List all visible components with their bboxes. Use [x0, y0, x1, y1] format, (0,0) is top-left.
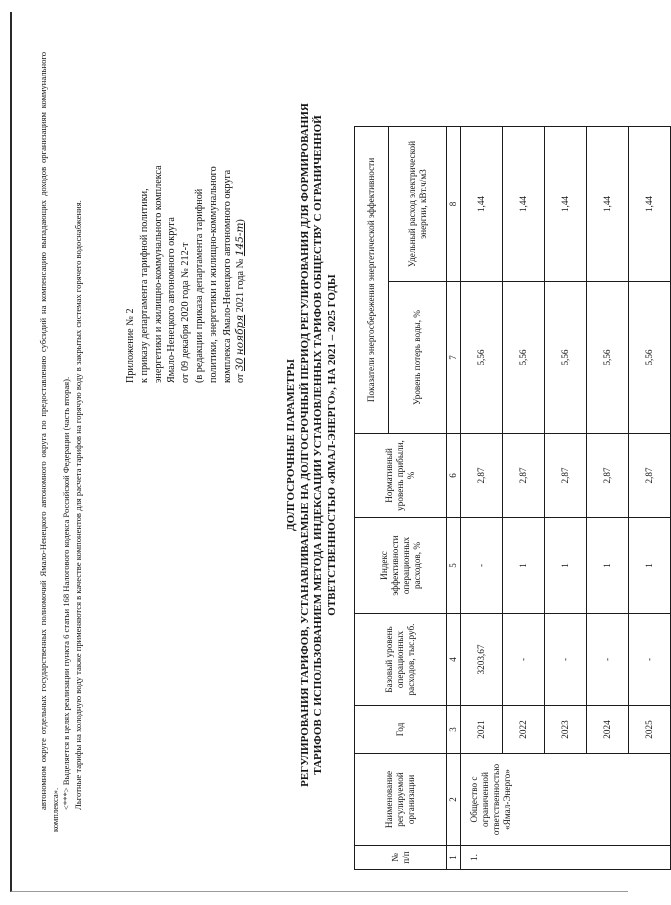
- organization-name: Общество с ограниченной ответственностью «Ямал-Энерго»: [461, 754, 671, 846]
- cell-water-loss: 5,56: [629, 282, 671, 434]
- table-row: [461, 127, 503, 870]
- col-number: 8: [447, 127, 461, 282]
- footnotes: [38, 52, 84, 832]
- cell-base-opex: -: [503, 614, 545, 706]
- cell-year: 2021: [461, 706, 503, 754]
- footnote-2: <***> Выделяется в целях реализации пункта 6 статьи 168 Налогового кодекса Российской Федерации (часть вторая).: [61, 376, 71, 810]
- cell-efficiency-index: 1: [545, 518, 587, 614]
- cell-profit-level: 2,87: [461, 434, 503, 518]
- header-profit-level: Нормативный уровень прибыли, %: [355, 434, 447, 518]
- date-prefix: от: [235, 373, 247, 383]
- appendix-title: Приложение № 2: [125, 308, 136, 383]
- cell-base-opex: -: [629, 614, 671, 706]
- appendix-line: (в редакции приказа департамента тарифной: [193, 188, 205, 383]
- cell-electricity: 1,44: [629, 127, 671, 282]
- cell-profit-level: 2,87: [503, 434, 545, 518]
- cell-base-opex: -: [587, 614, 629, 706]
- heading-line: РЕГУЛИРОВАНИЯ ТАРИФОВ, УСТАНАВЛИВАЕМЫЕ НА ДОЛГОСРОЧНЫЙ ПЕРИОД РЕГУЛИРОВАНИЯ ДЛЯ ФОРМИРОВАНИЯ: [298, 103, 311, 787]
- date-month: ноября: [234, 314, 247, 356]
- cell-year: 2024: [587, 706, 629, 754]
- header-electricity: Удельный расход электрической энергии, кВт.ч/м3: [389, 127, 447, 282]
- header-num: № п/п: [355, 846, 447, 870]
- header-year: Год: [355, 706, 447, 754]
- cell-efficiency-index: 1: [503, 518, 545, 614]
- header-base-opex: Базовый уровень операционных расходов, тыс.руб.: [355, 614, 447, 706]
- col-number: 5: [447, 518, 461, 614]
- appendix-date-line: [234, 103, 248, 383]
- appendix-line: политики, энергетики и жилищно-коммунального: [207, 166, 219, 383]
- cell-efficiency-index: 1: [587, 518, 629, 614]
- col-number: 3: [447, 706, 461, 754]
- heading-line: ТАРИФОВ С ИСПОЛЬЗОВАНИЕМ МЕТОДА ИНДЕКСАЦИИ УСТАНОВЛЕННЫХ ТАРИФОВ ОБЩЕСТВУ С ОГРАНИЧЕННОЙ: [312, 115, 324, 775]
- appendix-line: от 09 декабря 2020 года № 212-т: [180, 242, 192, 383]
- header-org: Наименование регулируемой организации: [355, 754, 447, 846]
- appendix-line: энергетики и жилищно-коммунального комплекса: [152, 165, 164, 383]
- cell-year: 2022: [503, 706, 545, 754]
- cell-profit-level: 2,87: [545, 434, 587, 518]
- cell-water-loss: 5,56: [587, 282, 629, 434]
- cell-water-loss: 5,56: [503, 282, 545, 434]
- col-number: 1: [447, 846, 461, 870]
- col-number: 7: [447, 282, 461, 434]
- cell-water-loss: 5,56: [545, 282, 587, 434]
- date-number: 145-т: [234, 222, 247, 257]
- cell-base-opex: -: [545, 614, 587, 706]
- header-energy-group: Показатели энергосбережения энергетической эффективности: [355, 127, 389, 434]
- date-year: 2021 года №: [235, 258, 247, 313]
- footnote-1: автономном округе отдельных государственных полномочий Ямало-Ненецкого автономного округа по предоставлению субсидий на компенсацию выпадающих доходов организациям коммунального комплекса».: [38, 52, 60, 832]
- col-number: 4: [447, 614, 461, 706]
- date-day: 30: [234, 357, 247, 372]
- appendix-line: Ямало-Ненецкого автономного округа: [166, 217, 178, 383]
- cell-water-loss: 5,56: [461, 282, 503, 434]
- appendix-block: [124, 103, 248, 383]
- cell-efficiency-index: 1: [629, 518, 671, 614]
- parameters-table: [354, 126, 671, 870]
- cell-electricity: 1,44: [545, 127, 587, 282]
- heading-line: ДОЛГОСРОЧНЫЕ ПАРАМЕТРЫ: [285, 359, 297, 531]
- col-number: 6: [447, 434, 461, 518]
- row-number: 1.: [461, 846, 671, 870]
- cell-profit-level: 2,87: [587, 434, 629, 518]
- cell-base-opex: 3203,67: [461, 614, 503, 706]
- cell-profit-level: 2,87: [629, 434, 671, 518]
- cell-electricity: 1,44: [587, 127, 629, 282]
- date-suffix: ): [235, 219, 247, 223]
- cell-year: 2025: [629, 706, 671, 754]
- col-number: 2: [447, 754, 461, 846]
- heading-line: ОТВЕТСТВЕННОСТЬЮ «ЯМАЛ-ЭНЕРГО», НА 2021 – 2025 ГОДЫ: [325, 274, 338, 616]
- cell-electricity: 1,44: [461, 127, 503, 282]
- rotated-page: [32, 10, 654, 880]
- appendix-line: комплекса Ямало-Ненецкого автономного округа: [221, 169, 233, 383]
- document-heading: [285, 60, 339, 830]
- cell-electricity: 1,44: [503, 127, 545, 282]
- header-efficiency-index: Индекс эффективности операционных расходов, %: [355, 518, 447, 614]
- header-water-loss: Уровень потерь воды, %: [389, 282, 447, 434]
- cell-year: 2023: [545, 706, 587, 754]
- appendix-line: к приказу департамента тарифной политики,: [138, 188, 150, 383]
- cell-efficiency-index: -: [461, 518, 503, 614]
- footnote-3: Льготные тарифы на холодную воду также применяются в качестве компонентов для расчета тарифов на горячую воду в закрытых системах горячего водоснабжения.: [72, 200, 83, 810]
